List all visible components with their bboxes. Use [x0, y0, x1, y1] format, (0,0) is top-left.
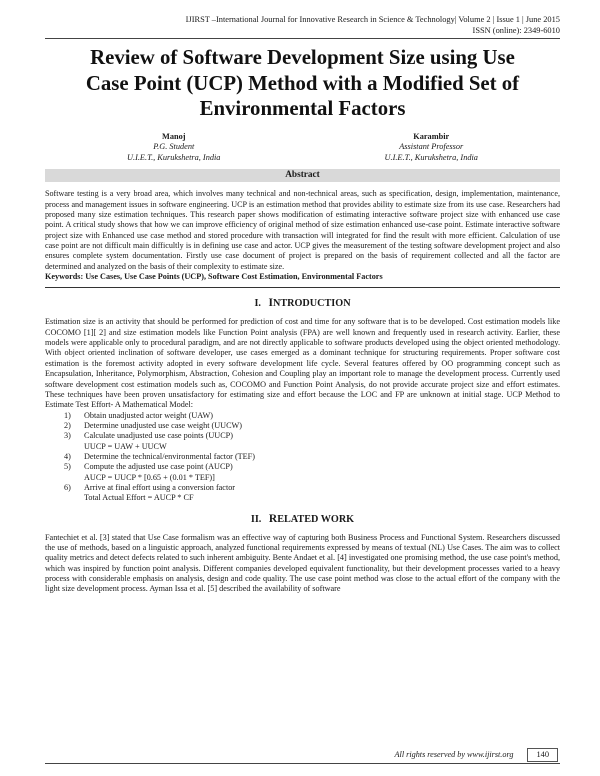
- section-title-rest: ELATED WORK: [277, 513, 355, 525]
- list-item: [64, 421, 560, 431]
- page-number: 140: [527, 748, 558, 762]
- list-item: [64, 483, 560, 504]
- list-item: [64, 431, 560, 452]
- header-rule: [45, 38, 560, 39]
- section-number: II.: [250, 513, 262, 525]
- list-text: Determine the technical/environmental factor (TEF): [84, 451, 255, 461]
- journal-header-line2: ISSN (online): 2349-6010: [472, 26, 560, 35]
- list-number: 5): [64, 462, 71, 472]
- list-text: Determine unadjusted use case weight (UUCW): [84, 420, 243, 430]
- list-item: [64, 411, 560, 421]
- author-1: [45, 132, 303, 164]
- list-text: Obtain unadjusted actor weight (UAW): [84, 410, 213, 420]
- list-text: Calculate unadjusted use case points (UUCP): [84, 431, 233, 441]
- section-title-initial: I: [268, 297, 273, 310]
- abstract-text: Software testing is a very broad area, which involves many technical and non-technical areas, such as specification, design, implementation, maintenance, process and management issues in software engineering. UCP is an estimation method that provides ability to estimate size from its use case. Researchers had proposed many size estimation techniques. This research paper shows modification of estimating interactive software project size with enhanced use case point. A critical study shows that how we can improve efficiency of original method of size estimation enhanced use-case point. Estimate interactive software project size with Enhanced use case method and stored procedure with transaction will integrated for find the result with more efficient. Calculation of use case point are not difficult main difficultly is in defining use case and actor. UCP gives the measurement of the testing software development project and also ensures complete system documentation. Firstly use case document of project is prepared on the basis of requirement collected and all the factor are determined and analyzed on the basis of their complexity to estimate size.: [45, 189, 560, 271]
- section-title-initial: R: [268, 512, 278, 525]
- author-name: Karambir: [413, 131, 450, 141]
- list-text: Compute the adjusted use case point (AUCP): [84, 462, 233, 472]
- paper-title: [45, 45, 560, 122]
- author-2: [303, 132, 561, 164]
- title-line-2: Case Point (UCP) Method with a Modified Set of: [85, 71, 520, 95]
- list-number: 6): [64, 482, 71, 492]
- journal-header: [45, 14, 560, 36]
- author-affiliation: U.I.E.T., Kurukshetra, India: [384, 152, 478, 162]
- list-text: Arrive at final effort using a conversion factor: [84, 482, 236, 492]
- journal-header-line1: IJIRST –International Journal for Innovative Research in Science & Technology| Volume 2 | Issue 1 | June 2015: [185, 15, 560, 24]
- list-item: [64, 452, 560, 462]
- formula: AUCP = UUCP * [0.65 + (0.01 * TEF)]: [84, 472, 215, 482]
- author-affiliation: U.I.E.T., Kurukshetra, India: [127, 152, 221, 162]
- title-line-1: Review of Software Development Size using Use: [90, 46, 515, 69]
- section-title: [269, 298, 351, 309]
- keywords: Keywords: Use Cases, Use Case Points (UCP), Software Cost Estimation, Environmental Factors: [45, 272, 383, 282]
- section-heading-related-work: [45, 513, 560, 526]
- footer-link[interactable]: www.ijirst.org: [467, 750, 514, 759]
- title-line-3: Environmental Factors: [199, 97, 406, 120]
- related-work-paragraph: Fantechiet et al. [3] stated that Use Case formalism was an effective way of capturing both Business Process and Functional System. Researchers discussed the use of methods, based on a linguistic approach, analyzed functional requirements expressed by means of textual (NL) Use Cases. The aim was to collect quality metrics and detect defects related to such inherent ambiguity. Bente Andaet et al. [4] investigated one promising method, the use case point's method, which was inspired by function point analysis. Different companies developed equivalent functionality, but their development processes varied to a heavy process with considerable emphasis on analysis, design and code quality. The use case point method was close to the actual effort of the company with the light size development process. Ayman Issa et al. [5] described the availability of software: [45, 532, 560, 594]
- list-number: 2): [64, 420, 71, 430]
- footer-rights: All rights reserved by: [394, 750, 468, 759]
- list-item: [64, 462, 560, 483]
- section-title-rest: NTRODUCTION: [273, 298, 351, 310]
- footer-rule: [45, 763, 560, 764]
- author-name: Manoj: [161, 131, 186, 141]
- formula: UUCP = UAW + UUCW: [84, 441, 167, 451]
- authors-block: [45, 132, 560, 164]
- introduction-paragraph: Estimation size is an activity that should be performed for prediction of cost and time for any software that is to be developed. Cost estimation models like COCOMO [1][ 2] and size estimation models like Function Point analysis (FPA) are well known and frequently used in research activity. Earlier, these models were applicable only to procedural paradigm, and are not directly applicable to software products developed using the object oriented methodology. With object oriented inclination of software developer, use cases emerged as a dominant technique for structuring requirements. Proper software cost estimation is the foremost activity adopted in every software development life cycle. Several features offered by OO programming concept such as Encapsulation, Inheritance, Polymorphism, Abstraction, Cohesion and Coupling play an important role to manage the development process. Currently used software development cost estimation models such as, COCOMO and Function Point Analysis, do not provide accurate project size and effort estimates. These techniques have been proven unsatisfactory for estimating size and effort because the LOC and FP are unknown at initial stage. UCP Method to Estimate Test Effort- A Mathematical Model:: [45, 317, 560, 410]
- list-number: 1): [64, 410, 71, 420]
- abstract-rule: [45, 287, 560, 288]
- section-heading-introduction: [45, 297, 560, 310]
- formula: Total Actual Effort = AUCP * CF: [84, 493, 194, 503]
- list-number: 4): [64, 451, 71, 461]
- page-footer: [395, 748, 558, 762]
- section-number: I.: [254, 298, 261, 310]
- author-position: P.G. Student: [153, 142, 195, 152]
- abstract-heading: Abstract: [45, 169, 560, 182]
- ucp-steps-list: [64, 411, 560, 504]
- section-title: [269, 514, 354, 525]
- author-position: Assistant Professor: [399, 142, 464, 152]
- list-number: 3): [64, 431, 71, 441]
